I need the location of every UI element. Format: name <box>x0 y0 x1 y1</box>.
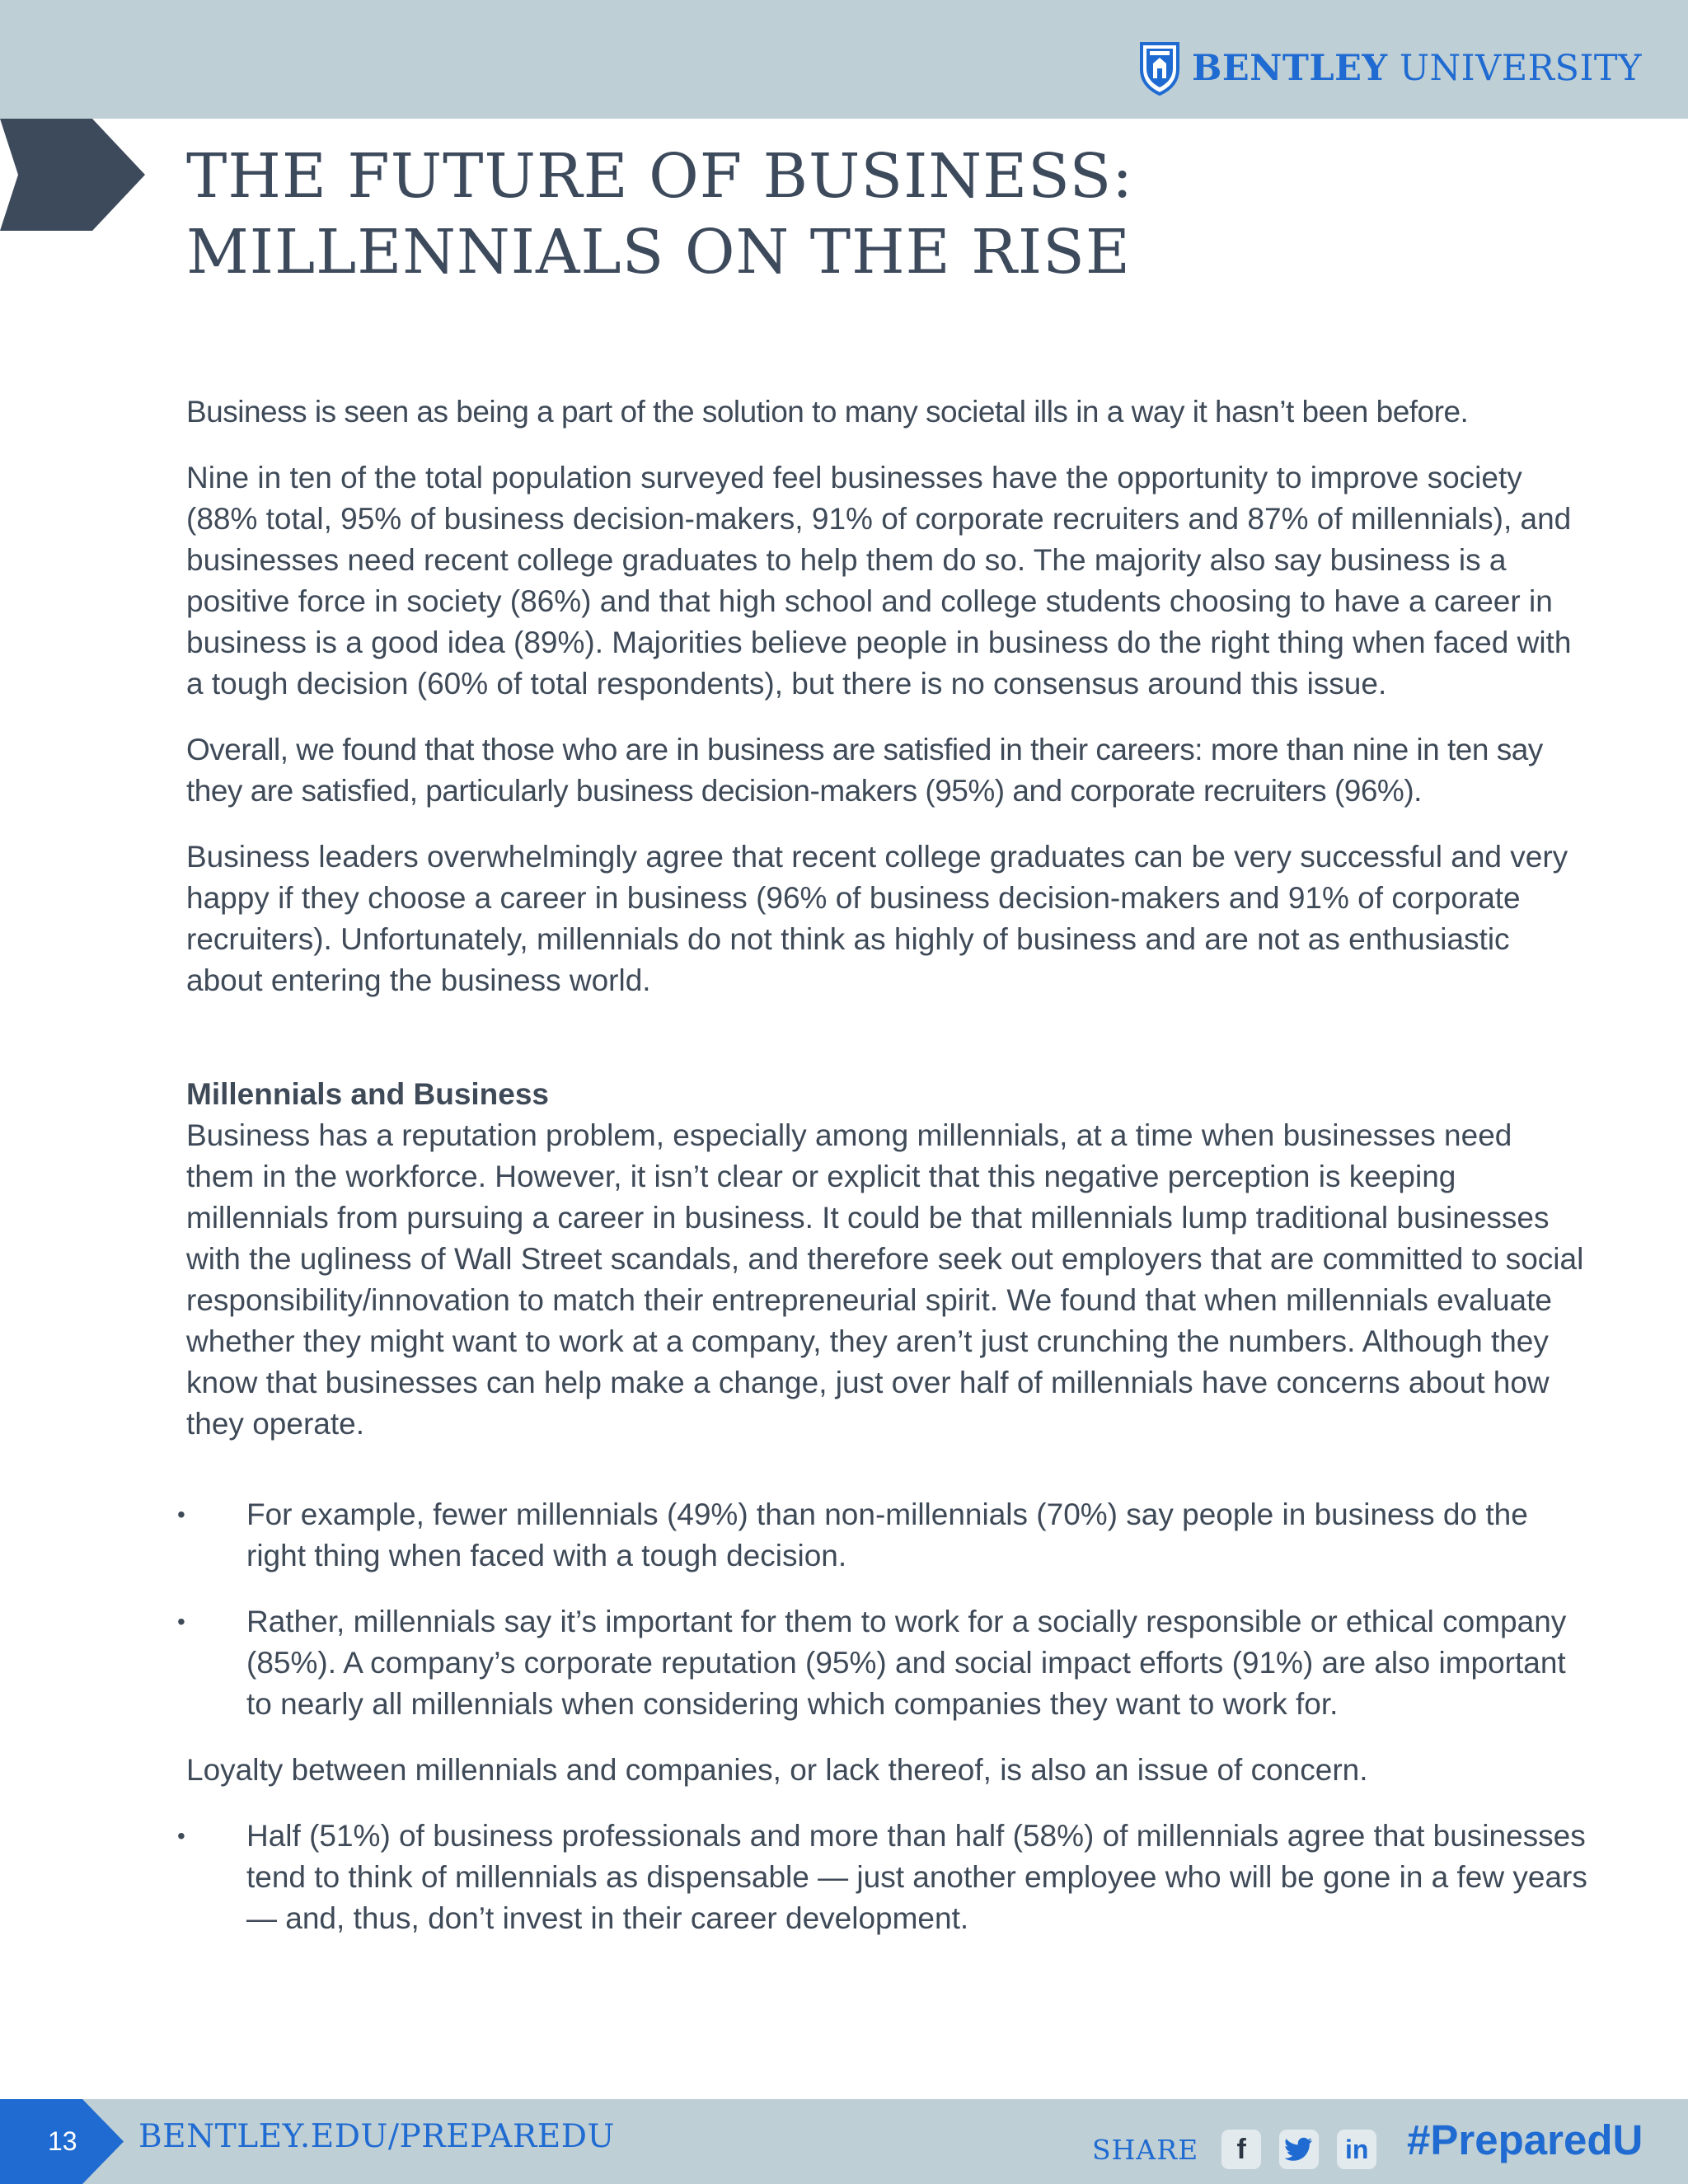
bullet-list <box>177 1816 1587 1939</box>
brand-name <box>1192 48 1642 89</box>
list-item <box>177 1601 1587 1725</box>
bullet-icon: • <box>177 1823 185 1849</box>
list-item-text: Rather, millennials say it’s important for them to work for a socially responsible or ethical company (85%). A company’s corporate reputation (95%) and social impact efforts (91%) are also important to nearly all millennials when considering which companies they want to work for. <box>246 1605 1567 1721</box>
list-item-text: Half (51%) of business professionals and more than half (58%) of millennials agree that businesses tend to think of millennials as dispensable — just another employee who will be gone in a few years — and, thus, don’t invest in their career development. <box>246 1819 1587 1935</box>
shield-icon <box>1139 41 1180 96</box>
section-chevron-icon <box>0 119 145 231</box>
share-bar <box>1092 2130 1376 2169</box>
hashtag-link[interactable]: #PreparedU <box>1407 2116 1643 2163</box>
university-logo[interactable] <box>1139 41 1642 96</box>
page-number: 13 <box>48 2126 77 2156</box>
paragraph-intro: Business is seen as being a part of the solution to many societal ills in a way it hasn’t been before. <box>186 395 1469 429</box>
page-title-line-2: MILLENNIALS ON THE RISE <box>186 217 1131 288</box>
list-item-text: For example, fewer millennials (49%) than non-millennials (70%) say people in business do the right thing when faced with a tough decision. <box>246 1497 1528 1572</box>
paragraph-nine-in-ten: Nine in ten of the total population surveyed feel businesses have the opportunity to improve society (88% total, 95% of business decision-makers, 91% of corporate recruiters and 87% of millennials), and businesses need recent college graduates to help them do so. The majority also say business is a positive force in society (86%) and that high school and college students choosing to have a career in business is a good idea (89%). Majorities believe people in business do the right thing when faced with a tough decision (60% of total respondents), but there is no consensus around this issue. <box>186 461 1572 701</box>
bullet-list <box>177 1494 1587 1725</box>
linkedin-icon[interactable]: in <box>1337 2130 1376 2169</box>
list-item <box>177 1816 1587 1939</box>
list-item <box>177 1494 1587 1577</box>
facebook-icon[interactable]: f <box>1221 2130 1261 2169</box>
twitter-icon[interactable] <box>1279 2130 1319 2169</box>
page-title-line-1: THE FUTURE OF BUSINESS: <box>186 141 1134 212</box>
share-label: SHARE <box>1092 2133 1199 2166</box>
paragraph-business-leaders: Business leaders overwhelmingly agree that recent college graduates can be very successful and very happy if they choose a career in business (96% of business decision-makers and 91% of corporate recruiters). Unfortunately, millennials do not think as highly of business and are not as enthusiastic about entering the business world. <box>186 840 1568 997</box>
article-body <box>177 391 1587 1964</box>
paragraph-satisfaction: Overall, we found that those who are in business are satisfied in their careers: more than nine in ten say they are satisfied, particularly business decision-makers (95%) and corporate recruiters (96%). <box>186 733 1543 808</box>
bullet-icon: • <box>177 1609 185 1634</box>
section-heading: Millennials and Business <box>186 1077 550 1111</box>
bullet-icon: • <box>177 1502 185 1527</box>
footer-url-link[interactable]: BENTLEY.EDU/PREPAREDU <box>138 2118 615 2155</box>
brand-name-bold: BENTLEY <box>1192 48 1388 89</box>
page-title <box>186 138 1133 290</box>
brand-name-regular: UNIVERSITY <box>1399 48 1642 89</box>
paragraph-reputation: Business has a reputation problem, especially among millennials, at a time when businesses need them in the workforce. However, it isn’t clear or explicit that this negative perception is keeping millennials from pursuing a career in business. It could be that millennials lump traditional businesses with the ugliness of Wall Street scandals, and therefore seek out employers that are committed to social responsibility/innovation to match their entrepreneurial spirit. We found that when millennials evaluate whether they might want to work at a company, they aren’t just crunching the numbers. Although they know that businesses can help make a change, just over half of millennials have concerns about how they operate. <box>186 1118 1584 1441</box>
paragraph-loyalty: Loyalty between millennials and companies, or lack thereof, is also an issue of concern. <box>186 1753 1368 1787</box>
